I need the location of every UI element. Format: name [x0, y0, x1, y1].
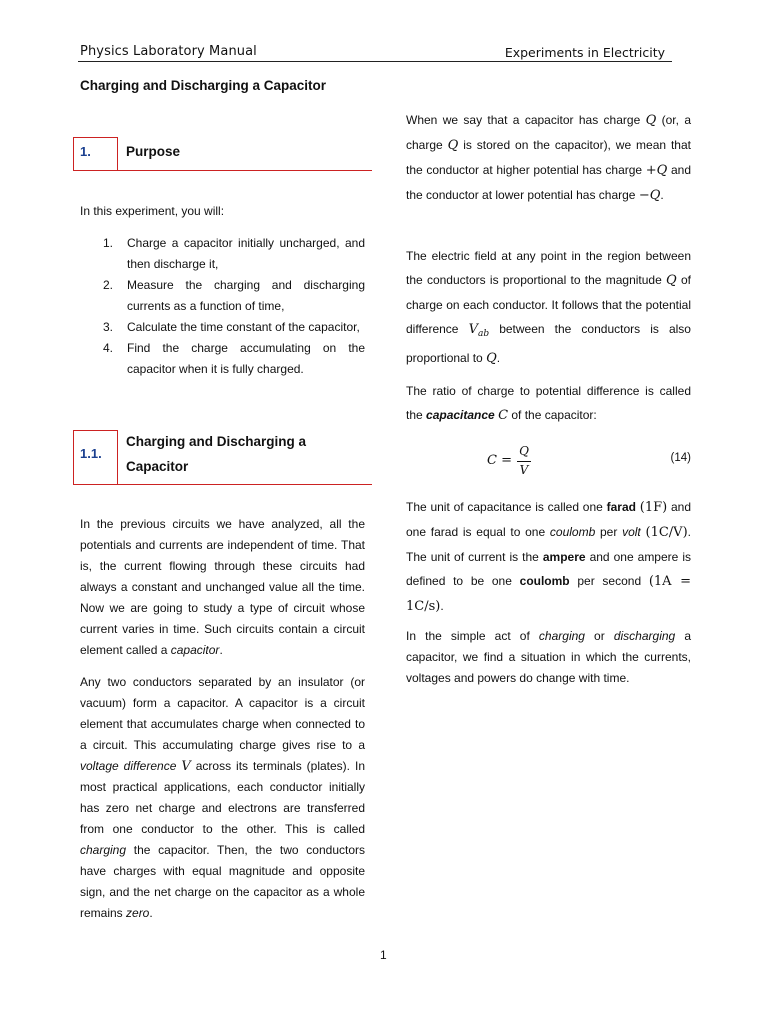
- equation-denominator: V: [519, 463, 529, 477]
- section-1-heading: [73, 137, 372, 171]
- paragraph-electric-field: The electric field at any point in the region between the conductors is proportional to the magnitude Q of charge on each conductor. It follows that the potential difference $V_{ab}$ between the conductors is also proportional to Q.: [406, 249, 691, 366]
- paragraph-charge-q: When we say that a capacitor has charge Q (or, a charge Q is stored on the capacitor), we mean that the conductor at higher potential has charge +Q and the conductor at lower potential has charge −Q.: [406, 113, 691, 203]
- header-left: Physics Laboratory Manual: [80, 44, 257, 59]
- paragraph-charging-discharging: In the simple act of charging or discharging a capacitor, we find a situation in which the currents, voltages and powers do change with time.: [406, 629, 691, 685]
- section-intro: In this experiment, you will:: [80, 204, 225, 218]
- equation-capacitance: [487, 445, 547, 481]
- header-right: Experiments in Electricity: [504, 45, 665, 60]
- list-item: 2. Measure the charging and discharging currents as a function of time,: [103, 278, 365, 313]
- paragraph-time-varying: In the previous circuits we have analyzed, all the potentials and currents are independent of time. That is, the current flowing through these circuits had always a constant and unchanged value all the time. Now we are going to study a type of circuit whose current varies in time. Such circuits contain a circuit element called a capacitor.: [80, 517, 365, 657]
- paragraph-capacitor-definition: Any two conductors separated by an insulator (or vacuum) form a capacitor. A capacitor is a circuit element that accumulates charge when connected to a circuit. This accumulating charge gives rise to a voltage difference V across its terminals (plates). In most practical applications, each conductor initially has zero net charge and electrons are transferred from one conductor to the other. This is called charging the capacitor. Then, the two conductors have charges with equal magnitude and opposite sign, and the net charge on the capacitor as a whole remains zero.: [80, 675, 365, 920]
- list-item: 4. Find the charge accumulating on the capacitor when it is fully charged.: [103, 341, 365, 376]
- header-rule: [78, 61, 672, 62]
- equation-numerator: Q: [519, 444, 529, 458]
- paragraph-capacitance: The ratio of charge to potential difference is called the capacitance C of the capacitor:: [406, 384, 691, 423]
- section-title-line-2: Capacitor: [126, 459, 189, 474]
- page-number: 1: [380, 948, 387, 962]
- equation-number: (14): [670, 452, 691, 464]
- list-item: 3. Calculate the time constant of the capacitor,: [103, 320, 360, 334]
- objectives-list: [100, 233, 365, 380]
- section-1-1-heading: [73, 430, 372, 485]
- equation-fraction: [517, 445, 531, 477]
- section-title-line-1: Charging and Discharging a: [126, 434, 307, 449]
- equation-lhs: C =: [487, 453, 512, 468]
- section-title: Purpose: [126, 144, 181, 159]
- section-number: 1.1.: [80, 446, 102, 461]
- list-item: 1. Charge a capacitor initially uncharged, and then discharge it,: [103, 236, 365, 271]
- fraction-bar: [517, 461, 531, 462]
- paragraph-units: The unit of capacitance is called one farad (1F) and one farad is equal to one coulomb per volt (1C/V). The unit of current is the ampere and one ampere is defined to be one coulomb per second (1A = 1C/s).: [406, 500, 692, 614]
- document-title: Charging and Discharging a Capacitor: [80, 78, 327, 93]
- section-number: 1.: [80, 144, 91, 159]
